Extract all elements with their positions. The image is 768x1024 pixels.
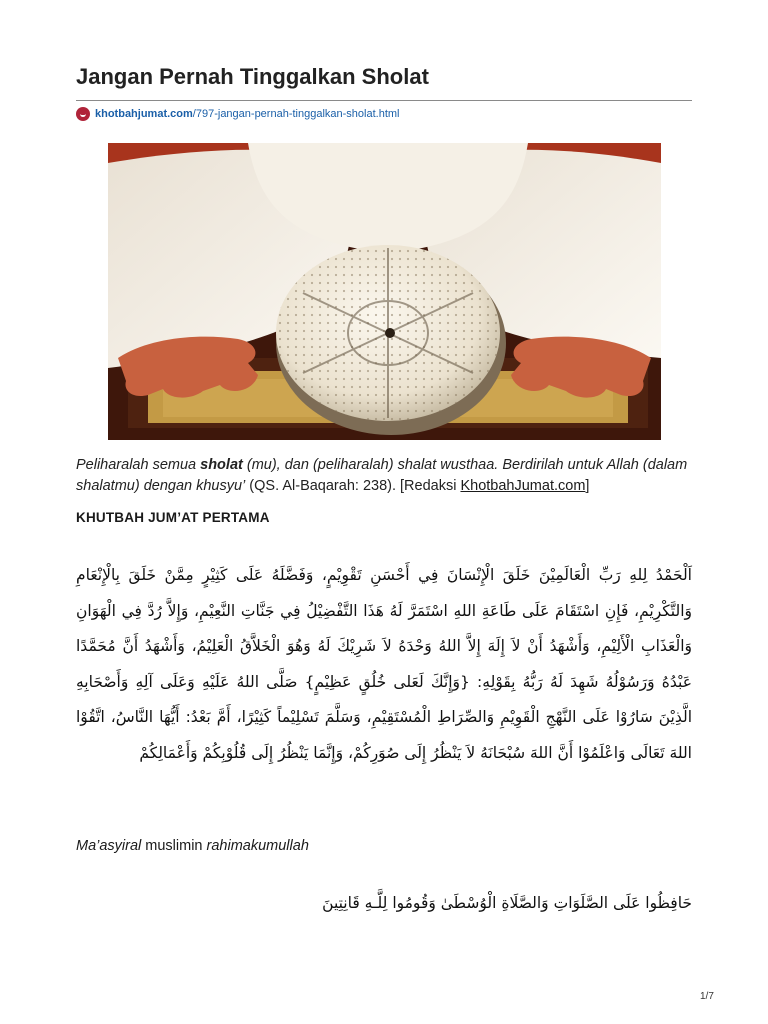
hero-image [108, 143, 661, 440]
source-path[interactable]: /797-jangan-pernah-tinggalkan-sholat.html [192, 108, 400, 120]
section-heading: KHUTBAH JUM’AT PERTAMA [76, 510, 270, 525]
caption-bold-word: sholat [200, 457, 243, 473]
prayer-photo [108, 143, 661, 440]
page-title: Jangan Pernah Tinggalkan Sholat [76, 64, 429, 89]
site-logo-icon [76, 107, 90, 121]
source-url[interactable] [76, 106, 399, 122]
quran-verse: حَافِظُوا عَلَى الصَّلَوَاتِ وَالصَّلَاةِ الْوُسْطَىٰ وَقُومُوا لِلَّـهِ قَانِتِينَ [322, 894, 692, 912]
source-domain[interactable]: khotbahjumat.com [95, 108, 193, 120]
title-divider [76, 100, 692, 101]
caption-link[interactable]: KhotbahJumat.com [460, 478, 586, 494]
salutation: Ma’asyiral muslimin rahimakumullah [76, 838, 309, 854]
arabic-khutbah-text: اَلْحَمْدُ لِلهِ رَبِّ الْعَالَمِيْنَ خَلَقَ الْإِنْسَانَ فِي أَحْسَنِ تَقْوِيْمٍ، وَفَضَّلَهُ عَلَى كَثِيْرٍ مِمَّنْ خَلَقَ بِالْإِنْعَامِ وَالتَّكْرِيْمِ، فَإِنِ اسْتَقَامَ عَلَى طَاعَةِ اللهِ اسْتَمَرَّ لَهُ هَذَا التَّفْضِيْلُ فِي جَنَّاتِ النَّعِيْمِ، وَإِلاَّ رُدَّ فِي الْهَوَانِ وَالْعَذَابِ الْأَلِيْمِ، وَأَشْهَدُ أَنْ لاَ إِلَهَ إِلاَّ اللهُ وَحْدَهُ لاَ شَرِيْكَ لَهُ وَهُوَ الْخَلاَّقُ الْعَلِيْمُ، وَأَشْهَدُ أَنَّ مُحَمَّدًا عَبْدُهُ وَرَسُوْلُهُ شَهِدَ لَهُ رَبُّهُ بِقَوْلِهِ: {وَإِنَّكَ لَعَلى خُلُقٍ عَظِيْمٍ} صَلَّى اللهُ عَلَيْهِ وَعَلَى آلِهِ وَأَصْحَابِهِ الَّذِيْنَ سَارُوْا عَلَى النَّهْجِ الْقَوِيْمِ وَالصِّرَاطِ الْمُسْتَقِيْمِ، وَسَلَّمَ تَسْلِيْماً كَثِيْرًا، أَمَّ بَعْدُ: أَيُّهَا النَّاسُ، اتَّقُوْا اللهَ تَعَالَى وَاعْلَمُوْا أَنَّ اللهَ سُبْحَانَهُ لاَ يَنْظُرُ إِلَى صُوَرِكُمْ، وَإِنَّمَا يَنْظُرُ إِلَى قُلُوْبِكُمْ وَأَعْمَالِكُمْ [76, 566, 692, 762]
page-indicator: 1/7 [700, 991, 714, 1002]
photo-caption: Peliharalah semua sholat (mu), dan (peliharalah) shalat wusthaa. Berdirilah untuk Allah (dalam shalatmu) dengan khusyu’ (QS. Al-Baqarah: 238). [Redaksi KhotbahJumat.com] [76, 457, 688, 494]
caption-italic: Peliharalah semua sholat (mu), dan (peliharalah) shalat wusthaa. Berdirilah untuk Allah (dalam shalatmu) dengan khusyu’ [76, 457, 688, 494]
